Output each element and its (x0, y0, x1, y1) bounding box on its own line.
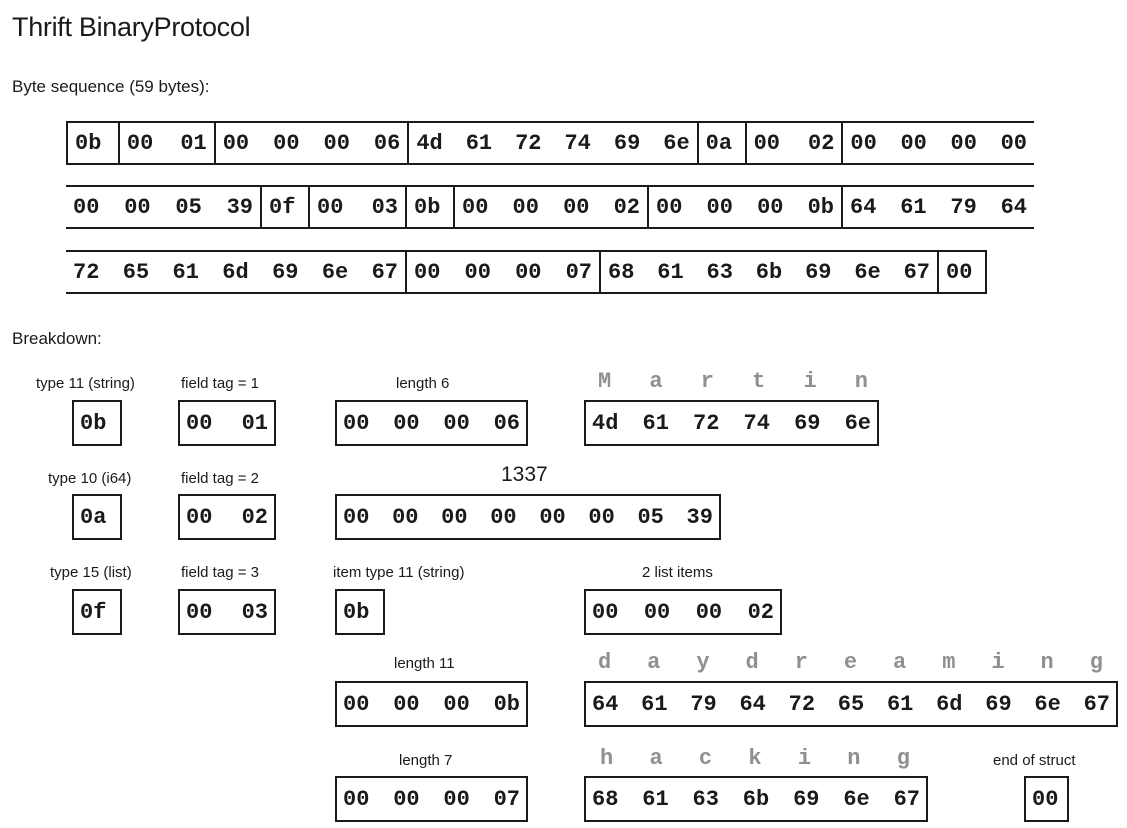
byte: 05 (637, 504, 664, 530)
byte: 61 (642, 410, 669, 436)
char: d (598, 650, 612, 675)
martin-box (584, 400, 879, 446)
char: g (1089, 650, 1103, 675)
value-1337-label: 1337 (501, 463, 548, 486)
char: e (843, 650, 858, 675)
field-tag-3-label: field tag = 3 (181, 564, 259, 581)
byte: 65 (122, 259, 150, 285)
field-tag-2-label: field tag = 2 (181, 470, 259, 487)
type-15-label: type 15 (list) (50, 564, 132, 581)
byte-group (453, 187, 647, 227)
char: d (745, 650, 759, 675)
diagram-title: Thrift BinaryProtocol (12, 12, 251, 42)
byte: 00 (515, 259, 542, 285)
byte: 69 (613, 130, 641, 156)
byte: 4d (592, 410, 619, 436)
byte: 6e (854, 259, 881, 285)
byte: 06 (373, 130, 401, 156)
byte: 72 (788, 691, 816, 717)
byte: 65 (837, 691, 865, 717)
byte: 67 (371, 259, 398, 285)
byte: 0a (80, 504, 107, 530)
byte: 64 (1000, 194, 1027, 220)
byte-group (841, 187, 1034, 227)
byte: 00 (343, 504, 370, 530)
byte: 02 (613, 194, 640, 220)
byte: 00 (443, 691, 470, 717)
byte: 00 (462, 194, 489, 220)
byte: 00 (490, 504, 517, 530)
byte: 00 (563, 194, 590, 220)
byte: 00 (186, 599, 213, 625)
byte-group (937, 252, 983, 292)
byte: 00 (343, 691, 370, 717)
byte: 00 (946, 259, 973, 285)
field-tag-2-box (178, 494, 276, 540)
list-items-label: 2 list items (642, 564, 713, 581)
byte: 72 (515, 130, 542, 156)
char: M (598, 369, 612, 394)
byte: 00 (441, 504, 468, 530)
byte: 00 (592, 599, 619, 625)
char: a (647, 650, 661, 675)
byte: 00 (222, 130, 250, 156)
byte-group (214, 123, 408, 163)
byte: 6e (844, 410, 871, 436)
byte: 00 (343, 410, 370, 436)
byte-group (745, 123, 842, 163)
byte: 00 (588, 504, 615, 530)
byte: 6b (742, 786, 770, 812)
byte: 61 (900, 194, 927, 220)
byte: 61 (886, 691, 914, 717)
char: i (797, 746, 812, 771)
char: h (600, 746, 614, 771)
byte: 6e (663, 130, 690, 156)
byte-group (405, 187, 453, 227)
byte: 00 (643, 599, 671, 625)
char: a (649, 746, 663, 771)
byte: 00 (273, 130, 300, 156)
byte: 07 (565, 259, 592, 285)
byte-group (260, 187, 308, 227)
char: a (649, 369, 663, 394)
char: n (854, 369, 868, 394)
byte: 0a (705, 130, 733, 156)
byte: 00 (443, 410, 470, 436)
byte: 68 (592, 786, 619, 812)
byte: 03 (371, 194, 398, 220)
char: n (1040, 650, 1054, 675)
byte-group (308, 187, 405, 227)
byte-group (66, 187, 260, 227)
byte: 61 (657, 259, 684, 285)
char: k (748, 746, 762, 771)
daydreaming-box (584, 681, 1118, 727)
char: i (991, 650, 1005, 675)
type-10-label: type 10 (i64) (48, 470, 132, 487)
byte: 74 (743, 410, 770, 436)
byte-row-3 (66, 250, 987, 294)
byte: 64 (592, 691, 619, 717)
byte: 67 (893, 786, 920, 812)
byte: 4d (416, 130, 443, 156)
byte: 6e (843, 786, 870, 812)
byte: 06 (493, 410, 520, 436)
byte: 0b (807, 194, 834, 220)
byte: 72 (73, 259, 100, 285)
byte: 0f (269, 194, 296, 220)
byte-row-2 (66, 185, 1034, 229)
byte: 00 (753, 130, 780, 156)
byte: 00 (392, 504, 419, 530)
byte: 69 (793, 786, 820, 812)
byte: 6b (755, 259, 783, 285)
byte: 02 (808, 130, 835, 156)
byte: 00 (343, 786, 370, 812)
byte: 00 (73, 194, 100, 220)
byte: 02 (241, 504, 268, 530)
byte: 00 (1000, 130, 1027, 156)
byte-group (697, 123, 745, 163)
byte: 00 (695, 599, 723, 625)
field-tag-3-box (178, 589, 276, 635)
field-tag-1-box (178, 400, 276, 446)
byte: 67 (1083, 691, 1110, 717)
daydreaming-characters (588, 650, 1113, 675)
byte-group (66, 252, 405, 292)
byte: 6e (1034, 691, 1061, 717)
item-type-box (335, 589, 385, 635)
byte: 00 (124, 194, 151, 220)
byte: 0b (493, 691, 520, 717)
byte: 64 (739, 691, 766, 717)
char: i (803, 369, 817, 394)
breakdown-label: Breakdown: (12, 329, 102, 348)
length-6-box (335, 400, 528, 446)
byte-group (407, 123, 696, 163)
byte: 61 (465, 130, 493, 156)
byte: 00 (393, 410, 420, 436)
length-7-label: length 7 (399, 752, 453, 769)
byte-sequence-label: Byte sequence (59 bytes): (12, 77, 210, 96)
byte: 00 (393, 691, 420, 717)
length-11-box (335, 681, 528, 727)
byte: 00 (464, 259, 491, 285)
byte: 01 (241, 410, 268, 436)
byte: 00 (850, 130, 877, 156)
byte: 00 (186, 504, 213, 530)
byte-group (118, 123, 214, 163)
length-6-label: length 6 (396, 375, 450, 392)
byte-group (68, 123, 118, 163)
byte: 79 (690, 691, 717, 717)
byte: 02 (747, 599, 774, 625)
char: a (893, 650, 907, 675)
byte: 00 (126, 130, 154, 156)
byte: 6e (321, 259, 349, 285)
item-type-label: item type 11 (string) (333, 564, 465, 581)
char: r (794, 650, 808, 675)
byte: 00 (414, 259, 441, 285)
byte: 39 (686, 504, 713, 530)
char: g (896, 746, 910, 771)
byte: 0b (343, 599, 370, 625)
byte: 05 (175, 194, 202, 220)
type-11-label: type 11 (string) (36, 375, 135, 392)
byte: 72 (693, 410, 720, 436)
hacking-box (584, 776, 928, 822)
end-of-struct-label: end of struct (993, 752, 1076, 769)
byte: 69 (805, 259, 832, 285)
byte: 00 (950, 130, 977, 156)
length-7-box (335, 776, 528, 822)
byte: 6d (936, 691, 963, 717)
byte: 00 (539, 504, 566, 530)
byte: 0b (414, 194, 441, 220)
byte: 79 (950, 194, 977, 220)
byte: 00 (706, 194, 733, 220)
type-10-box (72, 494, 122, 540)
byte: 74 (564, 130, 591, 156)
byte-group (647, 187, 841, 227)
hacking-characters (590, 746, 920, 771)
length-11-label: length 11 (394, 655, 455, 672)
list-items-box (584, 589, 782, 635)
byte: 00 (323, 130, 350, 156)
type-15-box (72, 589, 122, 635)
byte: 00 (512, 194, 539, 220)
byte-group (599, 252, 937, 292)
char: m (942, 650, 956, 675)
byte: 63 (692, 786, 719, 812)
type-11-box (72, 400, 122, 446)
byte-group (405, 252, 599, 292)
byte: 0f (80, 599, 107, 625)
byte: 39 (226, 194, 253, 220)
byte: 64 (850, 194, 877, 220)
byte: 0b (80, 410, 107, 436)
byte: 00 (443, 786, 470, 812)
byte: 0b (75, 130, 102, 156)
byte: 61 (172, 259, 199, 285)
char: n (847, 746, 861, 771)
byte: 61 (642, 786, 669, 812)
byte: 00 (1032, 786, 1059, 812)
byte-row-1 (66, 121, 1034, 165)
byte: 69 (985, 691, 1012, 717)
byte: 00 (757, 194, 784, 220)
byte: 6d (222, 259, 249, 285)
byte: 03 (241, 599, 268, 625)
char: t (752, 369, 766, 394)
byte: 01 (180, 130, 207, 156)
byte: 00 (186, 410, 213, 436)
char: y (696, 650, 710, 675)
byte: 00 (317, 194, 344, 220)
byte: 61 (641, 691, 668, 717)
byte: 00 (393, 786, 420, 812)
value-1337-box (335, 494, 721, 540)
byte: 67 (903, 259, 930, 285)
byte: 00 (900, 130, 927, 156)
byte: 69 (272, 259, 299, 285)
byte-group (841, 123, 1034, 163)
byte: 63 (706, 259, 733, 285)
char: c (698, 746, 713, 771)
byte: 07 (493, 786, 520, 812)
end-of-struct-box (1024, 776, 1069, 822)
char: r (700, 369, 714, 394)
martin-characters (588, 369, 878, 394)
byte: 69 (794, 410, 821, 436)
byte: 68 (608, 259, 635, 285)
field-tag-1-label: field tag = 1 (181, 375, 259, 392)
byte: 00 (656, 194, 683, 220)
